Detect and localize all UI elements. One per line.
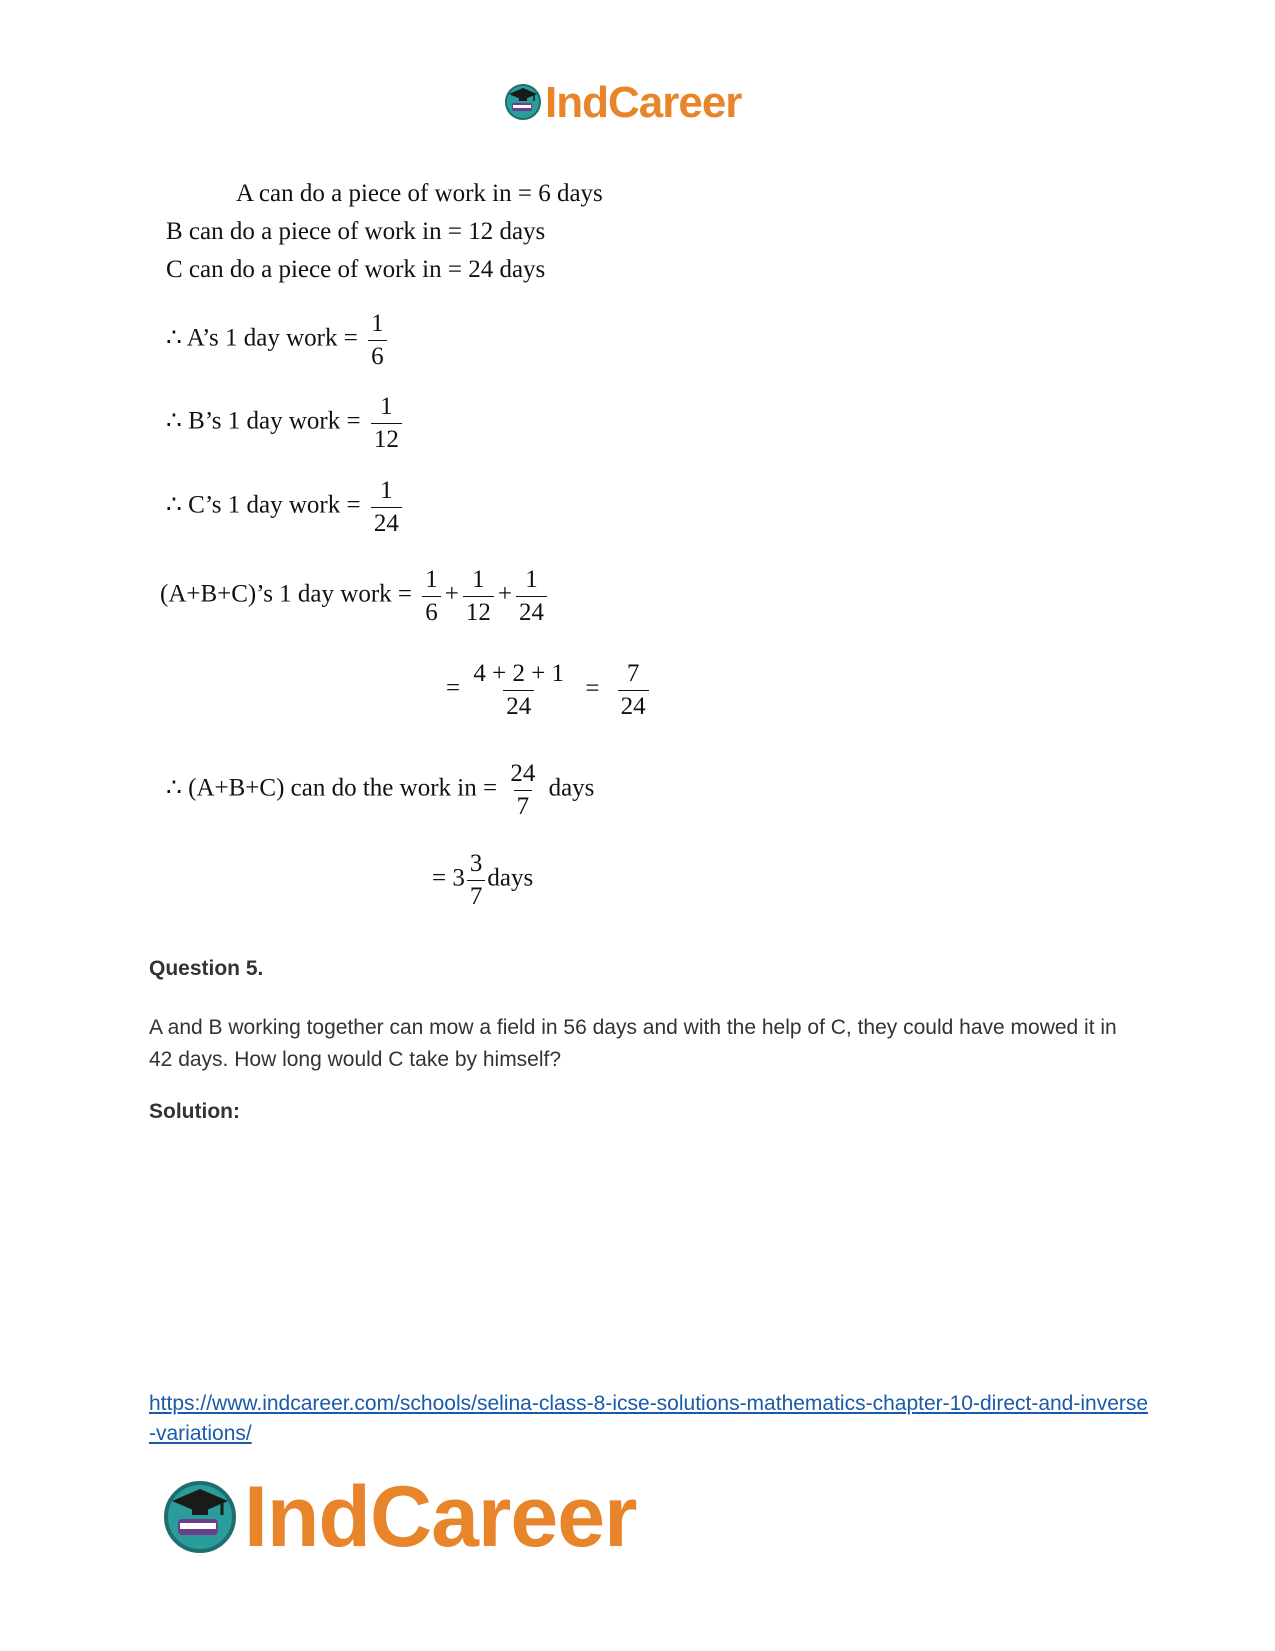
- sum-line: [446, 660, 653, 720]
- solution-heading: Solution:: [149, 1100, 240, 1123]
- numerator: 1: [380, 393, 393, 420]
- denominator: 7: [514, 790, 533, 821]
- plus-sign: +: [497, 580, 512, 608]
- brand-name: IndCareer: [545, 78, 742, 127]
- plus-sign: +: [444, 580, 459, 608]
- header-logo: [503, 78, 741, 128]
- c-day-work-label: ∴ C’s 1 day work =: [166, 491, 361, 519]
- fraction: [371, 477, 402, 537]
- fraction: [507, 760, 538, 820]
- denominator: 12: [463, 596, 494, 627]
- numerator: 1: [371, 310, 384, 337]
- whole-number: 3: [452, 864, 465, 892]
- numerator: 7: [626, 660, 640, 687]
- fraction: [618, 660, 649, 720]
- total-days: [166, 760, 594, 820]
- brand-name: IndCareer: [244, 1469, 637, 1565]
- source-link[interactable]: https://www.indcareer.com/schools/selina-class-8-icse-solutions-mathematics-chapter-10-direct-and-inverse-variations/: [149, 1392, 1149, 1445]
- b-day-work-label: ∴ B’s 1 day work =: [166, 407, 361, 435]
- numerator: 3: [469, 850, 483, 877]
- fraction: [516, 566, 547, 626]
- question-heading: Question 5.: [149, 957, 264, 980]
- denominator: 7: [467, 880, 486, 911]
- graduation-cap-book-globe-icon: [503, 81, 543, 126]
- equals-sign: =: [432, 864, 447, 892]
- denominator: 24: [516, 596, 547, 627]
- denominator: 24: [618, 690, 649, 721]
- total-days-label: ∴ (A+B+C) can do the work in =: [166, 774, 498, 802]
- fraction: [371, 393, 402, 453]
- math-line-c: C can do a piece of work in = 24 days: [166, 256, 546, 283]
- denominator: 6: [368, 340, 387, 371]
- fraction: [467, 850, 486, 910]
- unit-label: days: [548, 774, 595, 802]
- fraction: [422, 566, 441, 626]
- numerator: 1: [380, 477, 393, 504]
- denominator: 6: [422, 596, 441, 627]
- footer-logo: [160, 1468, 637, 1567]
- numerator: 24: [510, 760, 536, 787]
- unit-label: days: [487, 864, 534, 892]
- question-text: A and B working together can mow a field in 56 days and with the help of C, they could have mowed it in 42 days. How long would C take by himself?: [149, 1016, 1117, 1071]
- denominator: 24: [503, 690, 534, 721]
- math-line-b: B can do a piece of work in = 12 days: [166, 218, 546, 245]
- b-day-work: [166, 393, 406, 453]
- mixed-answer: [432, 850, 533, 910]
- fraction: [470, 660, 567, 720]
- numerator: 1: [425, 566, 438, 593]
- equals-sign: =: [446, 674, 461, 702]
- numerator: 4 + 2 + 1: [473, 660, 565, 687]
- math-line-a: A can do a piece of work in = 6 days: [236, 180, 603, 207]
- abc-day-work: [160, 566, 551, 626]
- graduation-cap-book-globe-icon: [160, 1475, 240, 1560]
- denominator: 24: [371, 507, 402, 538]
- numerator: 1: [525, 566, 538, 593]
- fraction: [463, 566, 494, 626]
- a-day-work-label: ∴ A’s 1 day work =: [166, 324, 358, 352]
- c-day-work: [166, 477, 406, 537]
- denominator: 12: [371, 423, 402, 454]
- fraction: [368, 310, 387, 370]
- numerator: 1: [472, 566, 485, 593]
- abc-day-work-label: (A+B+C)’s 1 day work =: [160, 580, 413, 608]
- a-day-work: [166, 310, 391, 370]
- equals-sign: =: [585, 674, 600, 702]
